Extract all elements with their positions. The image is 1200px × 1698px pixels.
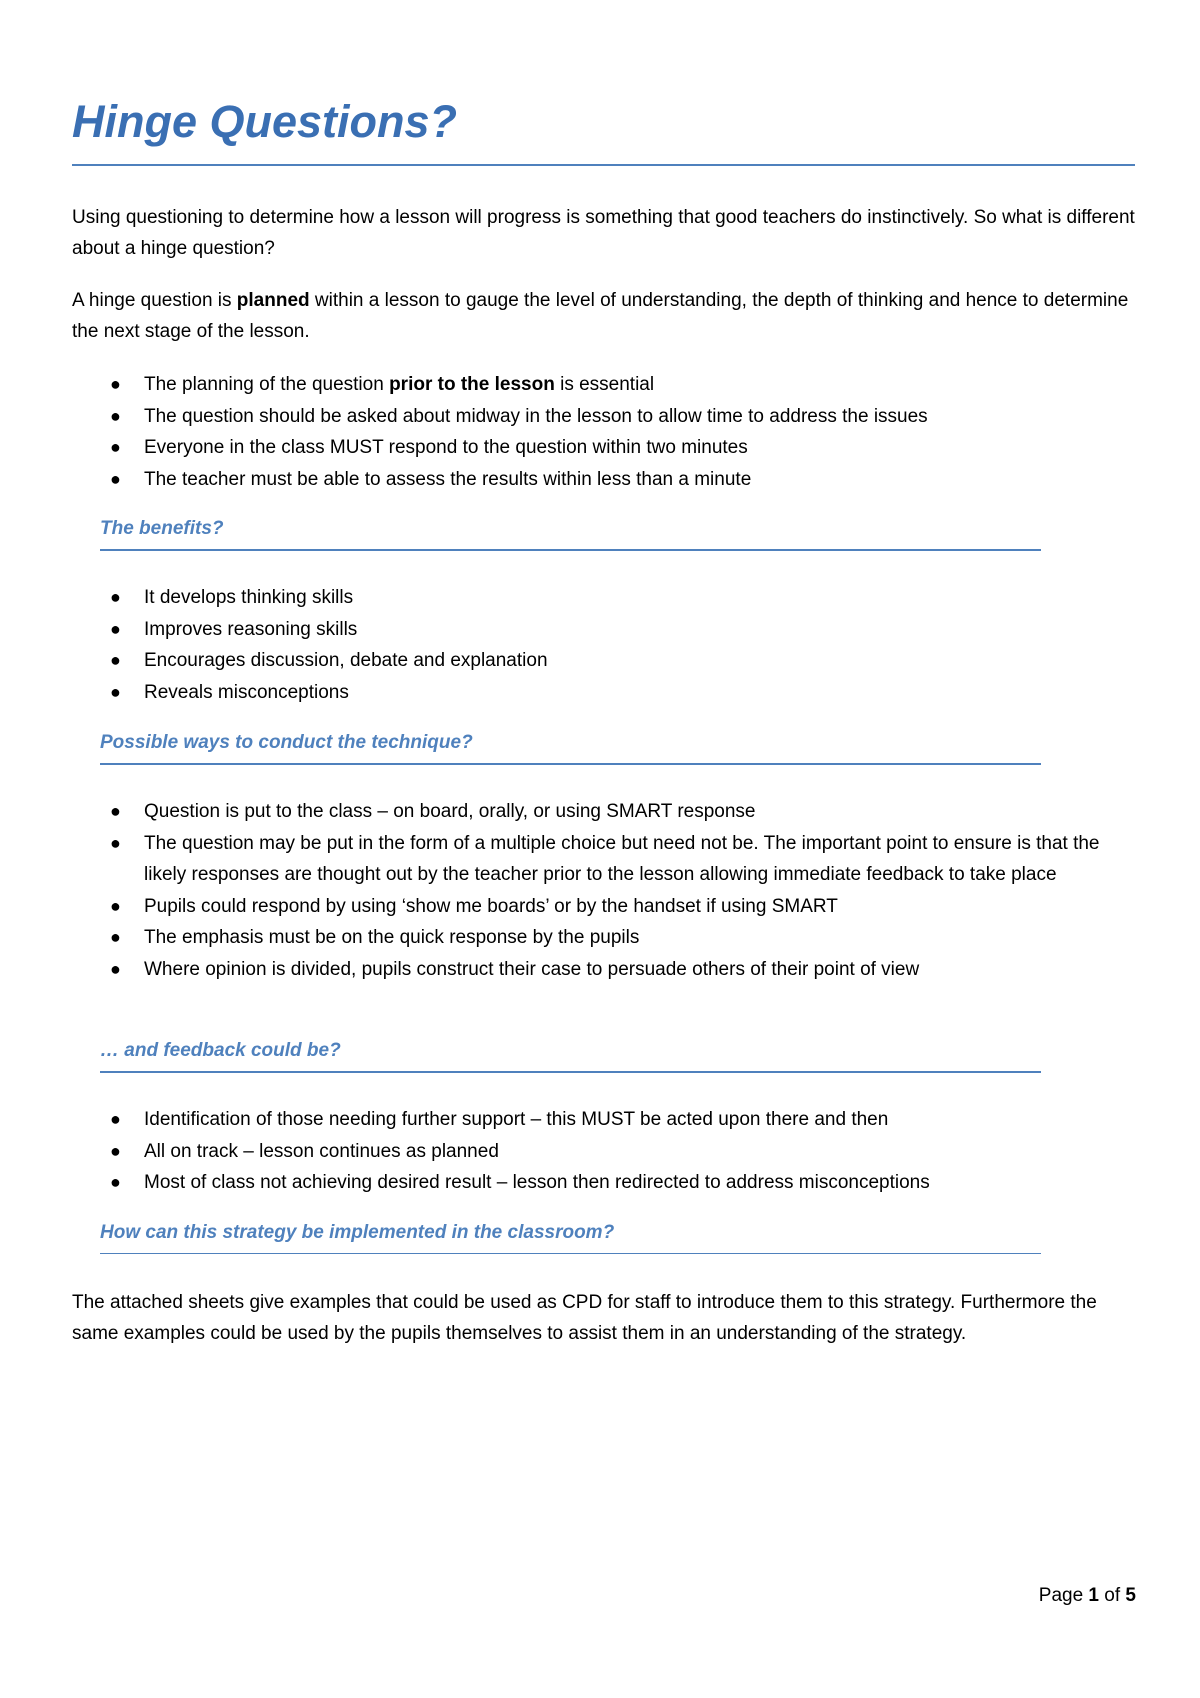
ways-underline (100, 763, 1041, 765)
implementation-paragraph: The attached sheets give examples that could be used as CPD for staff to introduce them to this strategy. Furthermore the same examples could be used by the pupils themselves to assist them in an understanding of the strategy. (72, 1292, 1097, 1344)
list-item (72, 1104, 1142, 1136)
way-text: Where opinion is divided, pupils construct their case to persuade others of their point of view (144, 958, 920, 980)
list-item (72, 796, 1142, 828)
way-text: Pupils could respond by using ‘show me boards’ or by the handset if using SMART (144, 895, 838, 917)
list-item (72, 922, 1142, 954)
list-item (72, 1167, 1142, 1199)
list-item (72, 401, 1142, 433)
total-pages: 5 (1125, 1585, 1136, 1606)
bullet-icon: ● (110, 832, 121, 853)
current-page: 1 (1088, 1585, 1099, 1606)
feedback-list (72, 1104, 1142, 1199)
bullet-icon: ● (110, 1109, 121, 1129)
list-item (72, 464, 1142, 496)
bullet-icon: ● (110, 958, 121, 979)
definition-text-end: within a lesson to gauge the level of understanding, the depth of thinking and hence to determine the next stage of the lesson. (72, 290, 1129, 342)
implementation-heading: How can this strategy be implemented in the classroom? (100, 1222, 615, 1243)
way-text: The emphasis must be on the quick response by the pupils (144, 927, 640, 948)
ways-heading: Possible ways to conduct the technique? (100, 732, 473, 753)
bullet-icon: ● (110, 618, 121, 639)
list-item (72, 891, 1142, 923)
feedback-text: Most of class not achieving desired result – lesson then redirected to address misconceptions (144, 1172, 930, 1193)
way-text: The question may be put in the form of a multiple choice but need not be. The important point to ensure is that the likely responses are thought out by the teacher prior to the lesson allowing immediate feedback to take place (144, 832, 1100, 885)
list-item (72, 645, 1142, 677)
principle-emphasis: prior to the lesson (389, 374, 555, 395)
definition-paragraph (72, 285, 1142, 347)
bullet-icon: ● (110, 895, 121, 916)
principle-text-end: is essential (554, 374, 655, 395)
benefit-text: Encourages discussion, debate and explanation (144, 650, 548, 671)
bullet-icon: ● (110, 468, 121, 489)
bullet-icon: ● (110, 437, 121, 457)
benefits-list (72, 582, 1142, 708)
list-item (72, 582, 1142, 614)
benefit-text: It develops thinking skills (144, 587, 354, 608)
list-item (72, 954, 1142, 986)
feedback-underline (100, 1071, 1041, 1073)
bullet-icon: ● (110, 927, 121, 947)
bullet-icon: ● (110, 374, 121, 394)
list-item (72, 432, 1142, 464)
implementation-underline (100, 1253, 1041, 1254)
title-underline (72, 164, 1135, 166)
bullet-icon: ● (110, 801, 121, 821)
intro-paragraph: Using questioning to determine how a lesson will progress is something that good teachers do instinctively. So what is different about a hinge question? (72, 207, 1135, 259)
feedback-text: Identification of those needing further support – this MUST be acted upon there and then (144, 1109, 889, 1130)
feedback-heading: … and feedback could be? (100, 1040, 341, 1061)
page-label: Page (1038, 1585, 1084, 1606)
list-item (72, 1136, 1142, 1168)
way-text: Question is put to the class – on board, orally, or using SMART response (144, 801, 756, 822)
list-item (72, 369, 1142, 401)
feedback-text: All on track – lesson continues as planned (144, 1140, 499, 1162)
benefit-text: Improves reasoning skills (144, 618, 358, 640)
bullet-icon: ● (110, 587, 121, 607)
definition-emphasis: planned (236, 290, 310, 311)
bullet-icon: ● (110, 1172, 121, 1192)
list-item (72, 614, 1142, 646)
bullet-icon: ● (110, 681, 121, 702)
principle-text: The teacher must be able to assess the results within less than a minute (144, 468, 752, 490)
principle-text-start: The planning of the question (144, 374, 390, 395)
definition-text-start: A hinge question is (72, 290, 237, 311)
page-number (1039, 1583, 1136, 1609)
of-label: of (1104, 1585, 1121, 1606)
page-title: Hinge Questions? (72, 96, 458, 147)
bullet-icon: ● (110, 650, 121, 670)
benefits-underline (100, 549, 1041, 551)
principle-text: Everyone in the class MUST respond to the question within two minutes (144, 437, 748, 458)
principles-list (72, 369, 1142, 495)
principle-text: The question should be asked about midway in the lesson to allow time to address the issues (144, 405, 928, 427)
bullet-icon: ● (110, 405, 121, 426)
list-item (72, 828, 1142, 891)
ways-list (72, 796, 1142, 985)
list-item (72, 677, 1142, 709)
bullet-icon: ● (110, 1140, 121, 1161)
benefit-text: Reveals misconceptions (144, 681, 349, 703)
benefits-heading: The benefits? (100, 518, 224, 539)
